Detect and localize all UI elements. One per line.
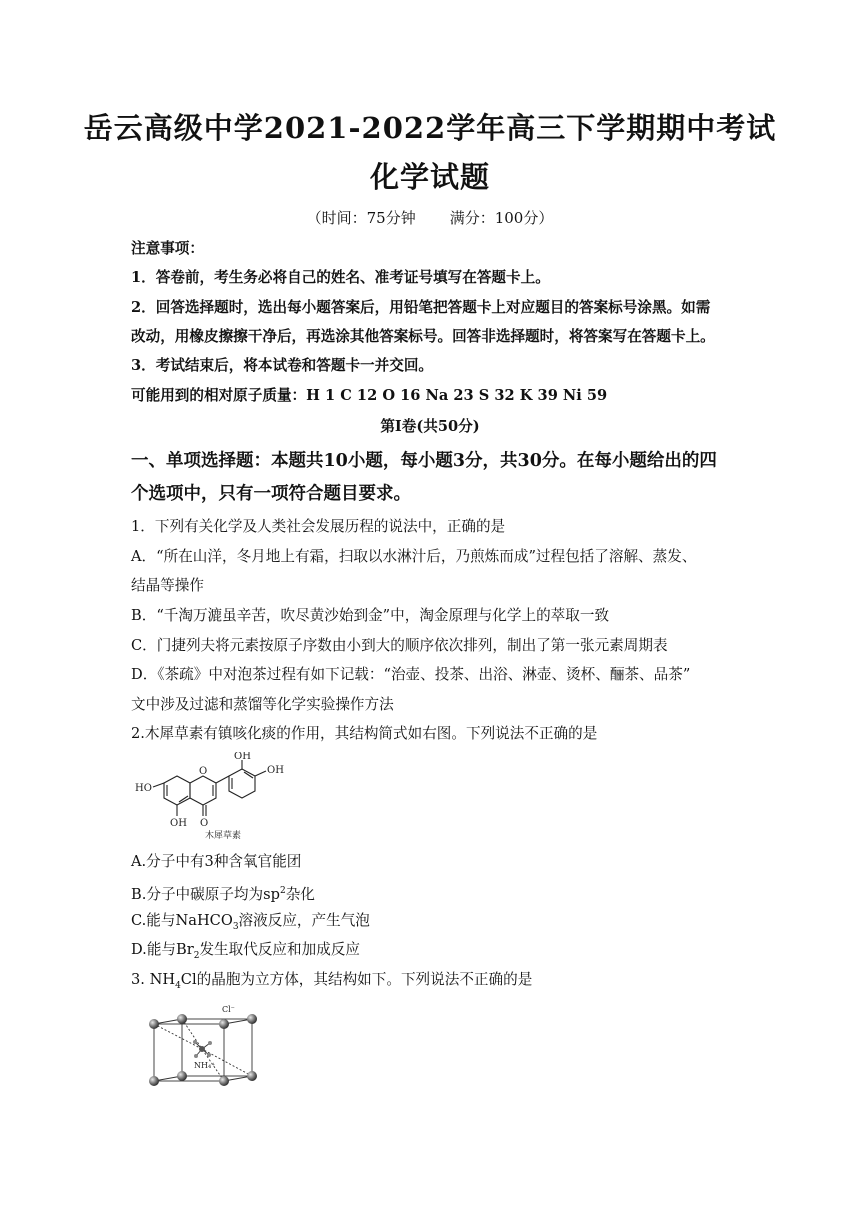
q2-option-c-sub: 3 <box>232 921 239 932</box>
cl-ion-ball <box>247 1071 257 1081</box>
q1-stem: 1．下列有关化学及人类社会发展历程的说法中，正确的是 <box>131 518 506 535</box>
q1-option-d-line1: D．《茶疏》中对泡茶过程有如下记载：“治壶、投茶、出浴、淋壶、烫杯、酾茶、品茶” <box>131 666 691 683</box>
h-atom <box>208 1041 212 1045</box>
section-heading-b: 个选项中，只有一项符合题目要求。 <box>131 484 411 504</box>
q1-option-b: B．“千淘万漉虽辛苦，吹尽黄沙始到金”中，淘金原理与化学上的萃取一致 <box>131 607 610 624</box>
cell-diag-1 <box>182 1019 202 1049</box>
h-atom <box>193 1040 197 1044</box>
q2-option-d <box>131 940 760 966</box>
ring-b <box>229 769 255 798</box>
section-heading-a: 一、单项选择题：本题共10小题，每小题3分，共30分。在每小题给出的四 <box>131 451 717 471</box>
cl-ion-ball <box>177 1014 187 1024</box>
oh-top-label: OH <box>234 752 251 762</box>
nh4cl-unit-cell-figure <box>140 1002 280 1092</box>
q2-option-b <box>131 881 760 905</box>
q2-stem: 2.木犀草素有镇咳化痰的作用，其结构简式如右图。下列说法不正确的是 <box>131 725 598 742</box>
q1-option-a-line1: A．“所在山洋，冬月地上有霜，扫取以水淋汁后，乃煎炼而成”过程包括了溶解、蒸发、 <box>131 548 697 565</box>
figure-caption: 木犀草素 <box>205 831 242 841</box>
cl-ion-ball <box>149 1019 159 1029</box>
q2-option-b-text: B.分子中碳原子均为sp <box>131 885 280 903</box>
ho-bond <box>153 783 164 787</box>
ring-c <box>190 776 216 805</box>
q2-option-a: A.分子中有3种含氧官能团 <box>131 853 302 870</box>
notice-item-2b: 改动，用橡皮擦擦干净后，再选涂其他答案标号。回答非选择题时，将答案写在答题卡上。 <box>131 328 715 345</box>
ring-link-bond <box>216 776 229 783</box>
cl-ion-ball <box>219 1019 229 1029</box>
cl-label: Cl⁻ <box>222 1005 235 1014</box>
q3-stem-text-2: Cl的晶胞为立方体，其结构如下。下列说法不正确的是 <box>180 971 533 988</box>
q3-stem <box>131 970 760 996</box>
q2-option-b-text-2: 杂化 <box>285 885 315 903</box>
notice-item-2a: 2．回答选择题时，选出每小题答案后，用铅笔把答题卡上对应题目的答案标号涂黑。如需 <box>131 299 711 316</box>
cell-diag-3 <box>154 1024 202 1049</box>
q2-option-d-text: D.能与Br <box>131 941 194 958</box>
notice-item-1: 1．答卷前，考生务必将自己的姓名、准考证号填写在答题卡上。 <box>131 269 550 286</box>
nh4-label: NH₄⁺ <box>194 1061 216 1070</box>
h-atom <box>207 1053 211 1057</box>
cl-ion-ball <box>247 1014 257 1024</box>
exam-time: （时间：75分钟 <box>306 209 416 227</box>
q2-option-c-text-2: 溶液反应，产生气泡 <box>238 912 370 929</box>
q3-stem-text: 3. NH <box>131 971 176 988</box>
q2-option-b-sup: 2 <box>279 886 286 896</box>
ho-label: HO <box>135 783 152 794</box>
ring-a <box>164 776 190 805</box>
q2-option-c <box>131 911 760 937</box>
h-atom <box>194 1054 198 1058</box>
exam-subject: 化学试题 <box>369 160 490 194</box>
notice-heading: 注意事项： <box>131 240 204 257</box>
cl-ion-ball <box>149 1076 159 1086</box>
oh-bottom-label: OH <box>170 818 187 829</box>
q1-option-a-line2: 结晶等操作 <box>131 577 204 594</box>
notice-item-3: 3．考试结束后，将本试卷和答题卡一并交回。 <box>131 357 434 374</box>
q3-stem-sub: 4 <box>175 980 181 991</box>
cell-front-face <box>154 1024 224 1081</box>
q1-option-c: C．门捷列夫将元素按原子序数由小到大的顺序依次排列，制出了第一张元素周期表 <box>131 637 668 654</box>
q1-option-d-line2: 文中涉及过滤和蒸馏等化学实验操作方法 <box>131 696 394 713</box>
oh-right-bond <box>255 771 266 776</box>
part1-heading: 第Ⅰ卷(共50分) <box>380 418 480 435</box>
keto-o-label: O <box>200 818 209 829</box>
n-atom <box>199 1046 205 1052</box>
cell-back-face <box>182 1019 252 1076</box>
exam-score: 满分：100分） <box>449 209 554 227</box>
luteolin-structure-figure <box>133 752 333 844</box>
ring-o-label: O <box>199 766 208 777</box>
q2-option-d-text-2: 发生取代反应和加成反应 <box>199 941 360 958</box>
cl-ion-ball <box>177 1071 187 1081</box>
exam-title: 岳云高级中学2021-2022学年高三下学期期中考试 <box>83 111 777 145</box>
cl-ion-ball <box>219 1076 229 1086</box>
q2-option-c-text: C.能与NaHCO <box>131 912 233 929</box>
atomic-mass-line: 可能用到的相对原子质量：H 1 C 12 O 16 Na 23 S 32 K 39 Ni 59 <box>131 387 608 404</box>
exam-duration-score <box>0 207 860 228</box>
q2-option-d-sub: 2 <box>193 950 200 961</box>
oh-right-label: OH <box>267 765 284 776</box>
